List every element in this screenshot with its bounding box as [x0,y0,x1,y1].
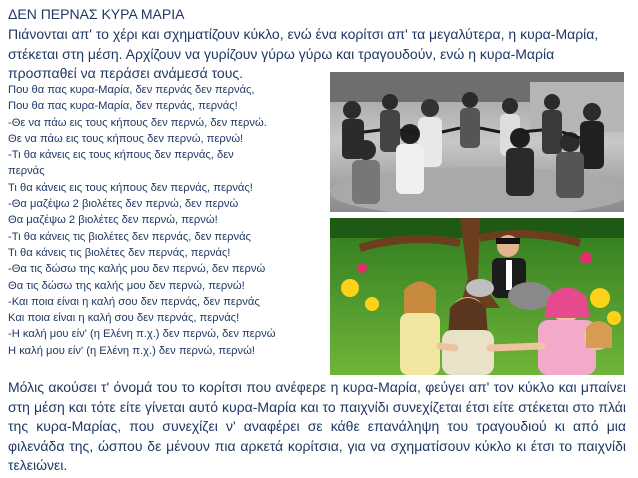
lyric-line: Θα τις δώσω της καλής μου δεν περνώ, περνώ! [8,279,245,292]
intro-paragraph: Πιάνονται απ' το χέρι και σχηματίζουν κύκλο, ενώ ένα κορίτσι απ' τα μεγαλύτερα, η κυρα-Μαρία, στέκεται στη μέση. Αρχίζουν να γυρίζουν γύρω γύρω και τραγουδούν, ενώ η κυρα-Μαρία προσπαθεί να περάσει ανάμεσά τους. [8,26,599,81]
lyric-line: -Η καλή μου είν' (η Ελένη π.χ.) δεν περνώ, δεν περνώ [8,328,276,341]
children-circle-photo [330,72,624,212]
lyric-line: Που θα πας κυρα-Μαρία, δεν περνάς, περνάς! [8,100,238,113]
lyric-line: Που θα πας κυρα-Μαρία, δεν περνάς δεν περνάς, [8,84,255,96]
lyric-line: -Θα μαζέψω 2 βιολέτες δεν περνώ, δεν περνώ [8,198,239,211]
lyric-line: -Τι θα κάνεις τις βιολέτες δεν περνάς, δεν περνάς [8,230,251,243]
lyric-line: περνάς [8,165,45,178]
outro-paragraph: Μόλις ακούσει τ' όνομά του το κορίτσι που ανέφερε η κυρα-Μαρία, φεύγει απ' τον κύκλο και μπαίνει στη μέση και τότε είτε γίνεται αυτό κυρα-Μαρία και το παιχνίδι συνεχίζεται έτσι είτε στέκεται στο πλάι της κυρα-Μαρίας, που συνεχίζει ν' αναφέρει σε κάθε επανάληψη του τραγουδιού κι από μια φιλενάδα της, ώσπου δε μένουν πια αρκετά κορίτσια, για να σχηματίσουν κύκλο κι έτσι το παιχνίδι τελειώνει. [8,379,626,473]
lyric-line: Θε να πάω εις τους κήπους δεν περνώ, περνώ! [8,132,244,145]
lyric-line: -Τι θα κάνεις εις τους κήπους δεν περνάς, δεν [8,149,234,162]
lyric-line: Τι θα κάνεις εις τους κήπους δεν περνάς, περνάς! [8,181,253,194]
lyric-line: -Και ποια είναι η καλή σου δεν περνάς, δεν περνάς [8,295,260,308]
lyric-line: Τι θα κάνεις τις βιολέτες δεν περνάς, περνάς! [8,246,231,259]
lyric-line: Και ποια είναι η καλή σου δεν περνάς, περνάς! [8,312,240,325]
lyric-line: -Θα τις δώσω της καλής μου δεν περνώ, δεν περνώ [8,263,266,276]
lyric-line: -Θε να πάω εις τους κήπους δεν περνώ, δεν περνώ. [8,116,267,129]
lyric-line: Η καλή μου είν' (η Ελένη π.χ.) δεν περνώ, περνώ! [8,344,255,357]
tv-show-photo [330,218,624,375]
page-title: ΔΕΝ ΠΕΡΝΑΣ ΚΥΡΑ ΜΑΡΙΑ [8,6,185,22]
lyric-line: Θα μαζέψω 2 βιολέτες δεν περνώ, περνώ! [8,214,218,227]
song-lyrics [8,82,328,359]
